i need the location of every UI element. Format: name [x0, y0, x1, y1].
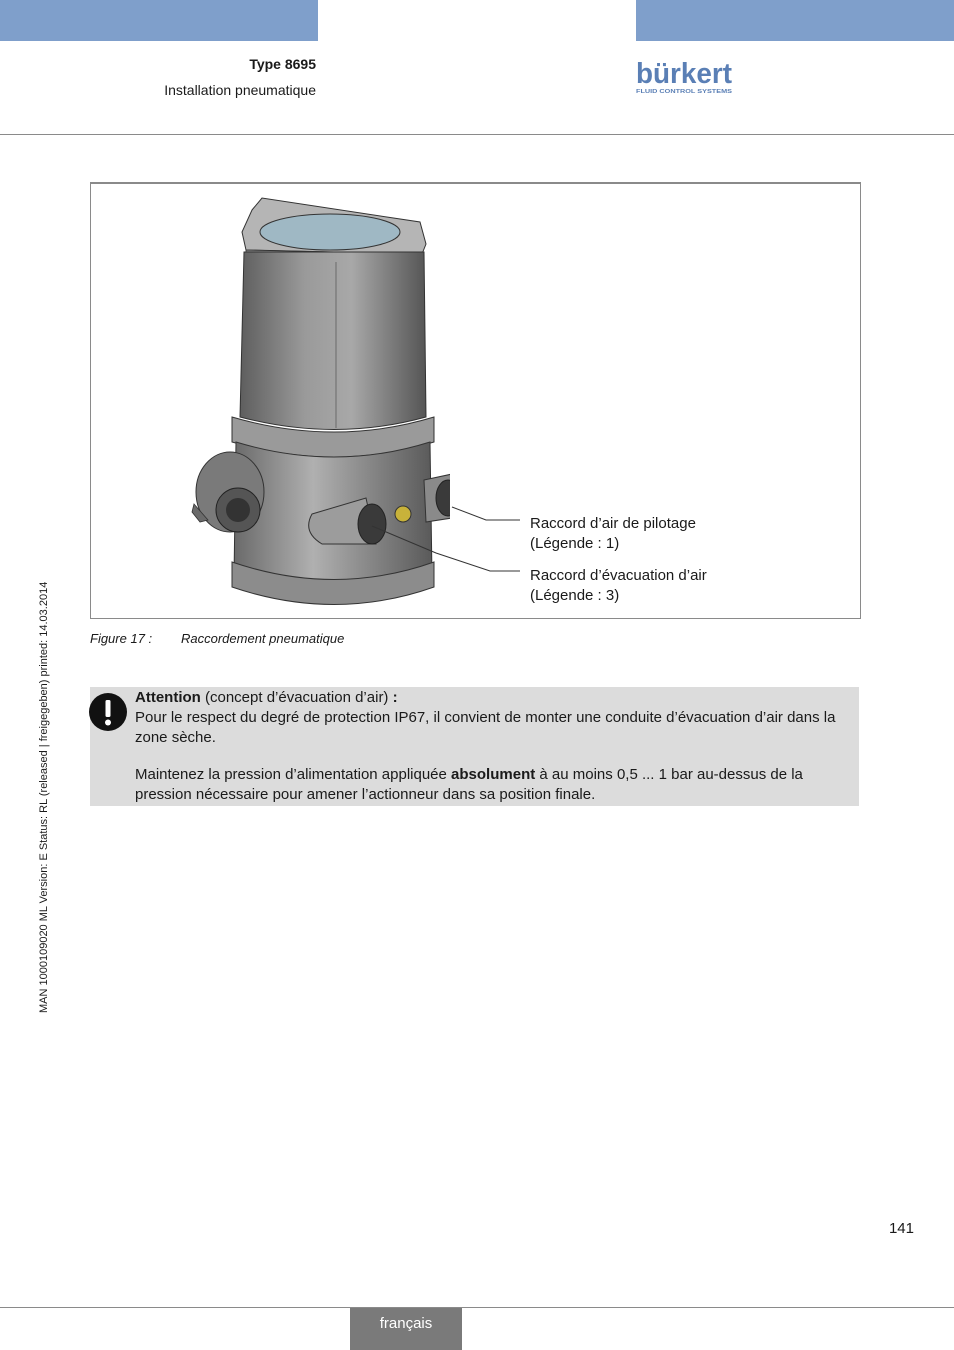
note-paragraph-2: [135, 765, 850, 805]
callout-exhaust-air: [530, 566, 707, 606]
positioner-device-illustration: [190, 192, 450, 607]
note-paragraph-1: Pour le respect du degré de protection IP67, il convient de monter une conduite d’évacuation d’air dans la zone sèche.: [135, 709, 836, 746]
note-emphasis: absolument: [451, 766, 536, 783]
language-tab: français: [350, 1308, 462, 1350]
exclamation-icon: [88, 692, 128, 732]
footer-divider: [0, 1307, 954, 1308]
callout-pilot-air: [530, 514, 696, 554]
note-text-span: Maintenez la pression d’alimentation appliquée: [135, 766, 452, 783]
note-title: Attention: [135, 689, 201, 706]
header-divider: [0, 134, 954, 135]
page-number: 141: [888, 1220, 914, 1237]
callout-legend-ref: (Légende : 3): [530, 587, 620, 604]
logo-tagline: FLUID CONTROL SYSTEMS: [636, 89, 733, 95]
logo-wordmark: bürkert: [636, 58, 733, 90]
header-band-left: [0, 0, 318, 41]
document-metadata-vertical: MAN 1000109020 ML Version: E Status: RL (released | freigegeben) printed: 14.03.2014: [38, 581, 50, 1013]
figure-number: Figure 17 :: [90, 631, 153, 646]
note-text-span: à au moins 0,5 ... 1 bar au-dessus de la pression nécessaire pour amener l’actionneur dans sa position finale.: [135, 766, 803, 803]
callout-legend-ref: (Légende : 1): [530, 535, 620, 552]
section-title: Installation pneumatique: [164, 82, 316, 98]
note-title-subject: (concept d’évacuation d’air): [200, 689, 393, 706]
note-title-colon: :: [392, 689, 398, 706]
figure-caption: [90, 631, 344, 646]
header-band-right: [636, 0, 954, 41]
note-heading: [135, 688, 850, 708]
callout-label: Raccord d’évacuation d’air: [530, 567, 707, 584]
callout-label: Raccord d’air de pilotage: [530, 515, 696, 532]
burkert-logo: [636, 56, 736, 96]
document-type: Type 8695: [249, 56, 316, 72]
attention-note-text: [135, 688, 850, 805]
figure-title: Raccordement pneumatique: [181, 631, 345, 646]
